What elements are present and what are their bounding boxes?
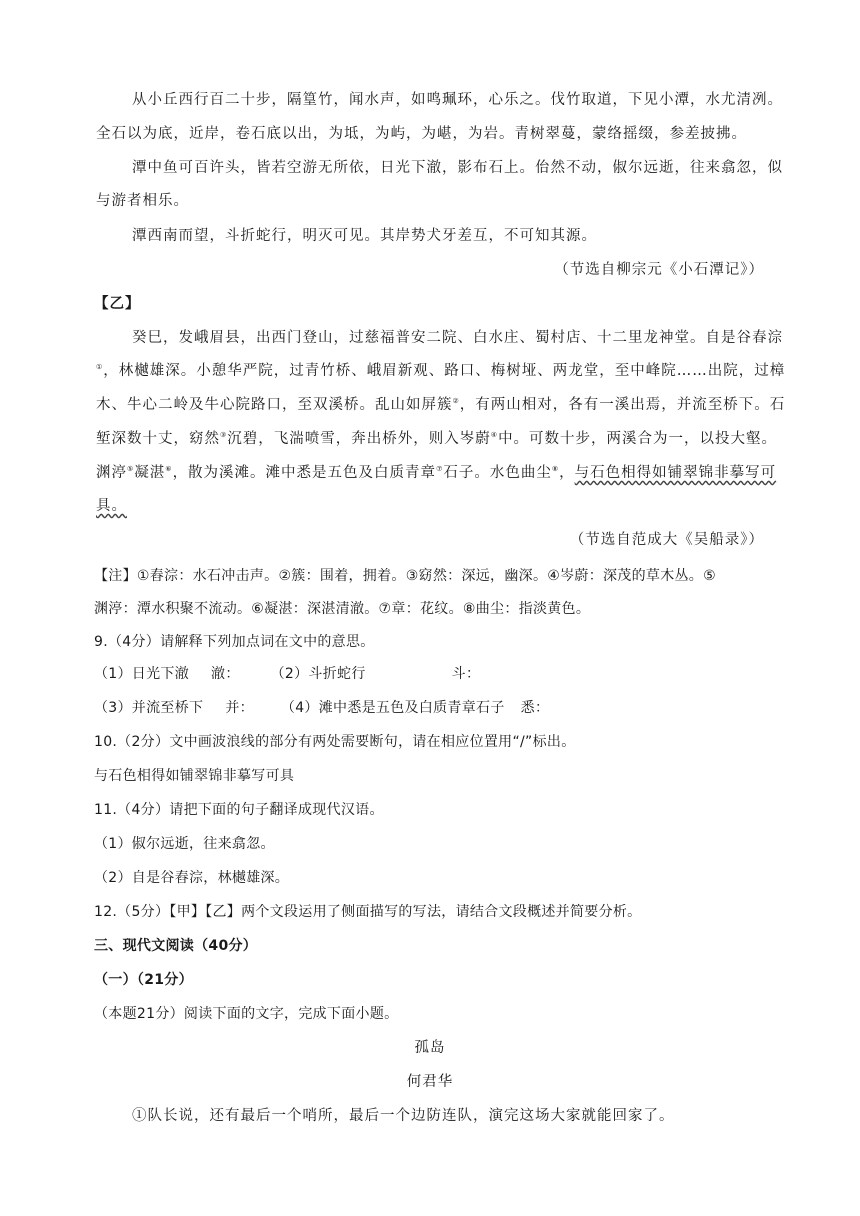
note-marker-3: ③	[220, 431, 228, 440]
jia-para2-line2: 与游者相乐。	[96, 193, 189, 209]
yi-heading: 【乙】	[94, 295, 141, 312]
question-11-item2: （2）自是谷舂淙，林樾雄深。	[94, 870, 290, 886]
yi-line4-c: 中。可数十步，两溪合为一，以投大壑。	[498, 431, 778, 447]
q9-2-answer-label: 斗：	[451, 666, 481, 682]
question-11: 11.（4分）请把下面的句子翻译成现代汉语。	[94, 802, 384, 818]
yi-line6	[96, 496, 127, 516]
yi-line2	[96, 361, 785, 381]
yi-line4-b: 沉碧，飞湍喷雪，奔出桥外，则入岑蔚	[227, 431, 491, 447]
note-marker-8: ⑧	[551, 465, 560, 474]
wavy-underlined-text-1: 与石色相得如铺翠锦非摹写可	[574, 465, 777, 481]
q9-1-answer-label: 澈：	[211, 666, 240, 682]
jia-para1-line1: 从小丘西行百二十步，隔篁竹，闻水声，如鸣珮环，心乐之。伐竹取道，下见小潭，水尤清冽。	[132, 92, 783, 108]
jia-source: （节选自柳宗元《小石潭记》）	[554, 262, 764, 278]
note-marker-4: ④	[490, 431, 499, 440]
section-3-title: 三、现代文阅读（40分）	[94, 938, 258, 954]
jia-para1-line2: 全石以为底，近岸，卷石底以出，为坻，为屿，为嵁，为岩。青树翠蔓，蒙络摇缀，参差披拂。	[96, 126, 747, 142]
yi-line4	[96, 429, 777, 449]
jia-para2-line1: 潭中鱼可百许头，皆若空游无所依，日光下澈，影布石上。佁然不动，俶尔远逝，往来翕忽，似	[132, 160, 783, 176]
yi-line5-e: ，	[559, 465, 575, 481]
yi-line5-c: ，散为溪滩。滩中悉是五色及白质青章	[172, 465, 437, 481]
section-3-intro: （本题21分）阅读下面的文字，完成下面小题。	[94, 1006, 399, 1022]
question-9: 9.（4分）请解释下列加点词在文中的意思。	[94, 634, 375, 650]
notes-line2: 渊渟：潭水积聚不流动。⑥凝湛：深湛清澈。⑦章：花纹。⑧曲尘：指淡黄色。	[94, 601, 591, 617]
yi-line3-b: ，有两山相对，各有一溪出焉，并流至桥下。石	[459, 397, 786, 413]
yi-line5-a: 渊渟	[96, 465, 127, 481]
q9-3-answer-label: 并：	[225, 700, 254, 716]
q9-1-phrase: （1）日光下澈	[94, 666, 190, 682]
question-10: 10.（2分）文中画波浪线的部分有两处需要断句，请在相应位置用“/”标出。	[94, 734, 576, 750]
jia-para3: 潭西南而望，斗折蛇行，明灭可见。其岸势犬牙差互，不可知其源。	[132, 228, 597, 244]
question-9-item2	[94, 698, 549, 718]
yi-source: （节选自范成大《吴船录》）	[569, 532, 764, 548]
yi-line1: 癸巳，发峨眉县，出西门登山，过慈福普安二院、白水庄、蜀村店、十二里龙神堂。自是谷春淙	[132, 330, 783, 346]
q9-4-answer-label: 悉：	[520, 700, 550, 716]
question-10-text: 与石色相得如铺翠锦非摹写可具	[94, 768, 295, 784]
note-marker-2: ②	[452, 397, 460, 406]
wavy-underlined-text-2: 具。	[96, 498, 127, 514]
yi-line4-a: 堑深数十丈，窈然	[96, 431, 220, 447]
yi-line5	[96, 463, 776, 483]
note-marker-6: ⑥	[165, 465, 173, 474]
yi-line5-d: 石子。水色曲尘	[443, 465, 552, 481]
note-marker-7: ⑦	[436, 465, 444, 474]
note-marker-5: ⑤	[127, 465, 135, 474]
yi-line5-b: 凝湛	[134, 465, 166, 481]
question-9-item1	[94, 664, 480, 684]
story-para1: ①队长说，还有最后一个哨所，最后一个边防连队，演完这场大家就能回家了。	[132, 1108, 675, 1124]
q9-4-phrase: （4）滩中悉是五色及白质青章石子	[287, 700, 505, 716]
yi-line2-text: ，林樾雄深。小憩华严院，过青竹桥、峨眉新观、路口、梅树垭、两龙堂，至中峰院……出院，过樟	[103, 363, 786, 379]
notes-line1: 【注】①舂淙：水石冲击声。②簇：围着，拥着。③窈然：深远，幽深。④岑蔚：深茂的草木丛。⑤	[94, 568, 716, 584]
note-marker-1: ①	[96, 363, 104, 372]
yi-line3	[96, 395, 785, 415]
section-3-subtitle: （一）（21分）	[94, 972, 193, 988]
question-12: 12.（5分）【甲】【乙】两个文段运用了侧面描写的写法，请结合文段概述并简要分析。	[94, 904, 642, 920]
story-title: 孤岛	[414, 1040, 446, 1056]
question-11-item1: （1）俶尔远逝，往来翕忽。	[94, 836, 275, 852]
yi-line3-a: 木、牛心二岭及牛心院路口，至双溪桥。乱山如屏簇	[96, 397, 453, 413]
q9-3-phrase: （3）并流至桥下	[94, 700, 204, 716]
q9-2-phrase: （2）斗折蛇行	[277, 666, 366, 682]
story-author: 何君华	[406, 1074, 454, 1090]
